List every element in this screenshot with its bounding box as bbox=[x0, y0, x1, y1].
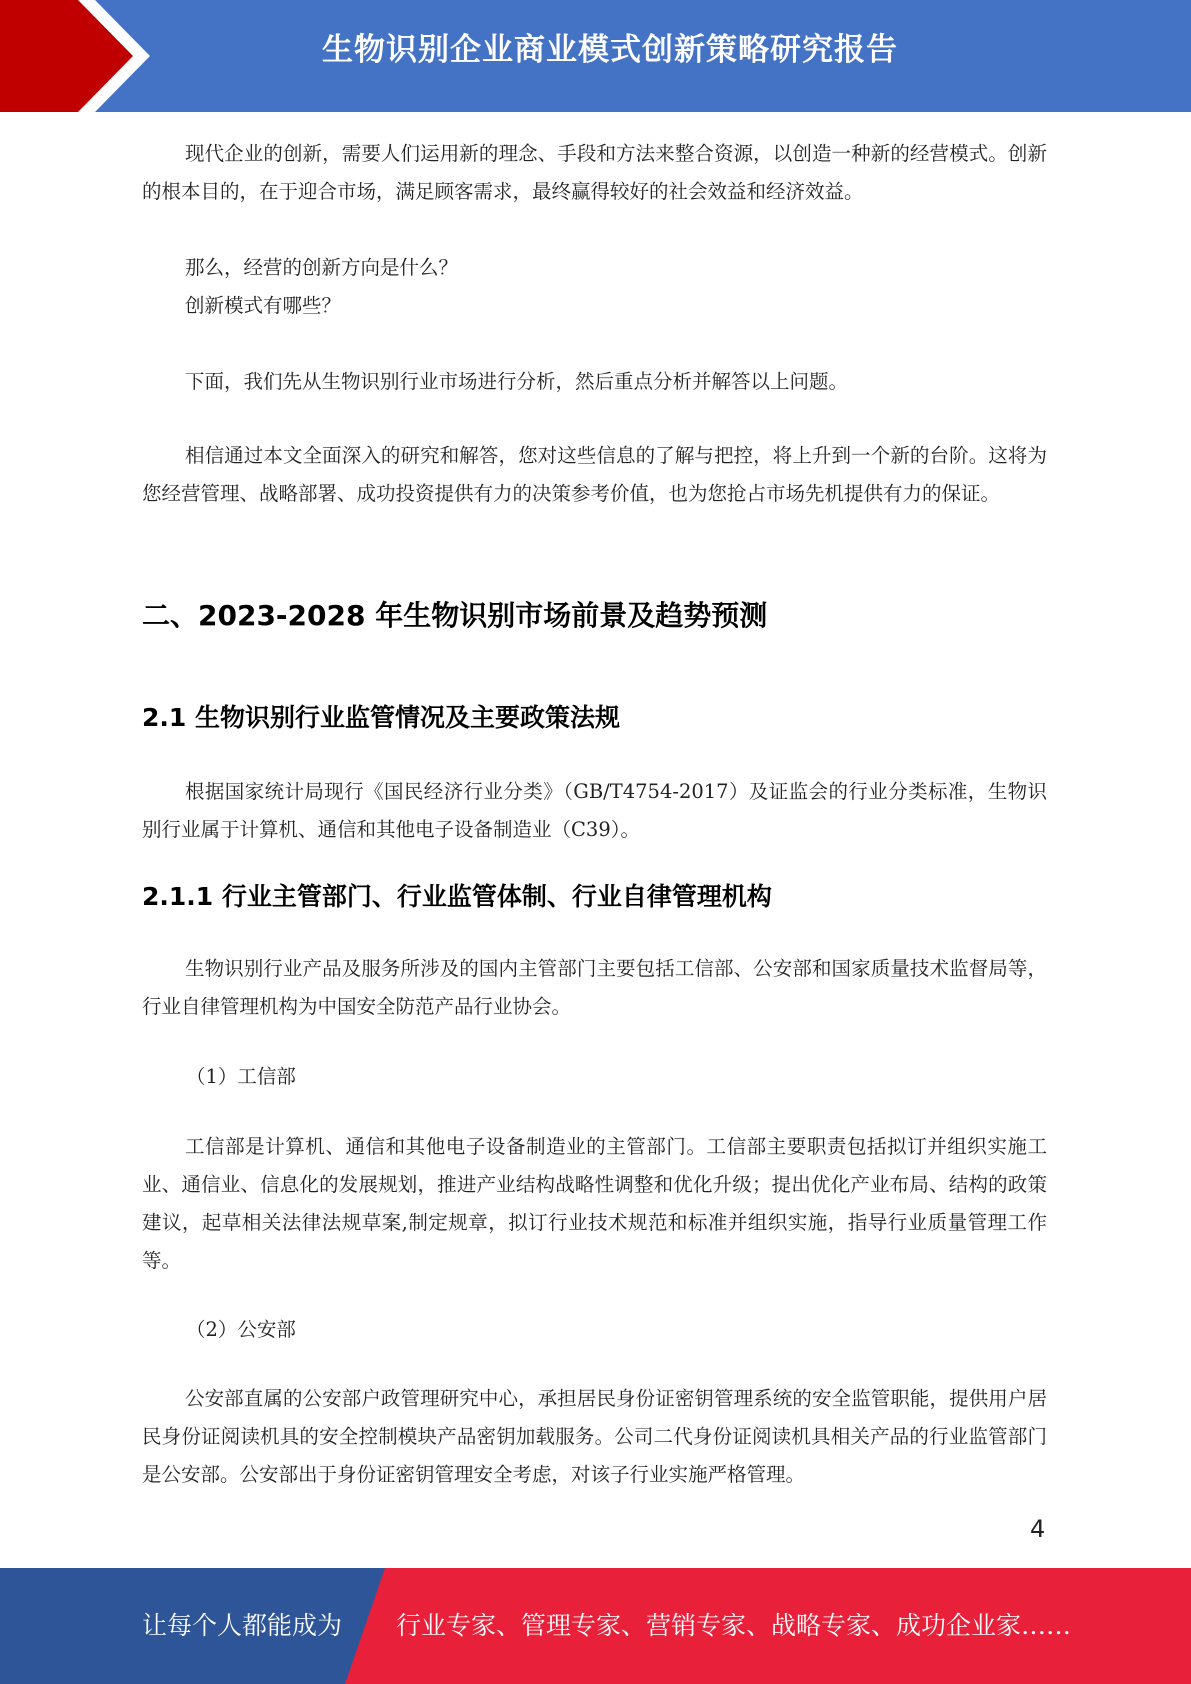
paragraph: 创新模式有哪些？ bbox=[185, 294, 342, 317]
list-item-text-1 bbox=[142, 1128, 1047, 1280]
subsection-heading-2-1: 2.1 生物识别行业监管情况及主要政策法规 bbox=[142, 703, 620, 732]
paragraph: 现代企业的创新，需要人们运用新的理念、手段和方法来整合资源，以创造一种新的经营模式。创新的根本目的，在于迎合市场，满足顾客需求，最终赢得较好的社会效益和经济效益。 bbox=[142, 142, 1047, 203]
subsection-heading-2-1-1: 2.1.1 行业主管部门、行业监管体制、行业自律管理机构 bbox=[142, 882, 772, 911]
list-item-label-2: （2）公安部 bbox=[186, 1318, 296, 1341]
paragraph: 根据国家统计局现行《国民经济行业分类》（GB/T4754-2017）及证监会的行业分类标准，生物识别行业属于计算机、通信和其他电子设备制造业（C39）。 bbox=[142, 780, 1047, 841]
intro-question-1 bbox=[142, 249, 1047, 287]
page-footer bbox=[0, 1568, 1191, 1684]
section-2-1-1-paragraph bbox=[142, 950, 1047, 1026]
footer-slogan-right: 行业专家、管理专家、营销专家、战略专家、成功企业家…… bbox=[396, 1611, 1072, 1640]
report-title: 生物识别企业商业模式创新策略研究报告 bbox=[322, 32, 898, 68]
paragraph: 工信部是计算机、通信和其他电子设备制造业的主管部门。工信部主要职责包括拟订并组织实施工业、通信业、信息化的发展规划，推进产业结构战略性调整和优化升级；提出优化产业布局、结构的政策建议，起草相关法律法规草案,制定规章，拟订行业技术规范和标准并组织实施，指导行业质量管理工作等。 bbox=[142, 1135, 1047, 1272]
header-arrow-decoration bbox=[0, 0, 160, 112]
section-2-1-paragraph bbox=[142, 773, 1047, 849]
intro-paragraph-3 bbox=[142, 437, 1047, 513]
list-item-text-2 bbox=[142, 1380, 1047, 1494]
paragraph: 那么，经营的创新方向是什么？ bbox=[185, 256, 459, 279]
paragraph: 生物识别行业产品及服务所涉及的国内主管部门主要包括工信部、公安部和国家质量技术监督局等，行业自律管理机构为中国安全防范产品行业协会。 bbox=[142, 957, 1047, 1018]
intro-paragraph-2 bbox=[142, 363, 1047, 401]
intro-paragraph-1 bbox=[142, 135, 1047, 211]
list-item-label-1: （1）工信部 bbox=[186, 1065, 296, 1088]
intro-question-2 bbox=[142, 287, 1047, 325]
footer-slogan-left: 让每个人都能成为 bbox=[142, 1611, 343, 1640]
paragraph: 相信通过本文全面深入的研究和解答，您对这些信息的了解与把控，将上升到一个新的台阶。这将为您经营管理、战略部署、成功投资提供有力的决策参考价值，也为您抢占市场先机提供有力的保证。 bbox=[142, 444, 1047, 505]
page-header bbox=[0, 0, 1191, 112]
paragraph: 下面，我们先从生物识别行业市场进行分析，然后重点分析并解答以上问题。 bbox=[185, 370, 849, 393]
section-heading-2: 二、2023-2028 年生物识别市场前景及趋势预测 bbox=[142, 599, 768, 632]
paragraph: 公安部直属的公安部户政管理研究中心，承担居民身份证密钥管理系统的安全监管职能，提供用户居民身份证阅读机具的安全控制模块产品密钥加载服务。公司二代身份证阅读机具相关产品的行业监管部门是公安部。公安部出于身份证密钥管理安全考虑，对该子行业实施严格管理。 bbox=[142, 1387, 1047, 1486]
page-number: 4 bbox=[1030, 1515, 1046, 1543]
